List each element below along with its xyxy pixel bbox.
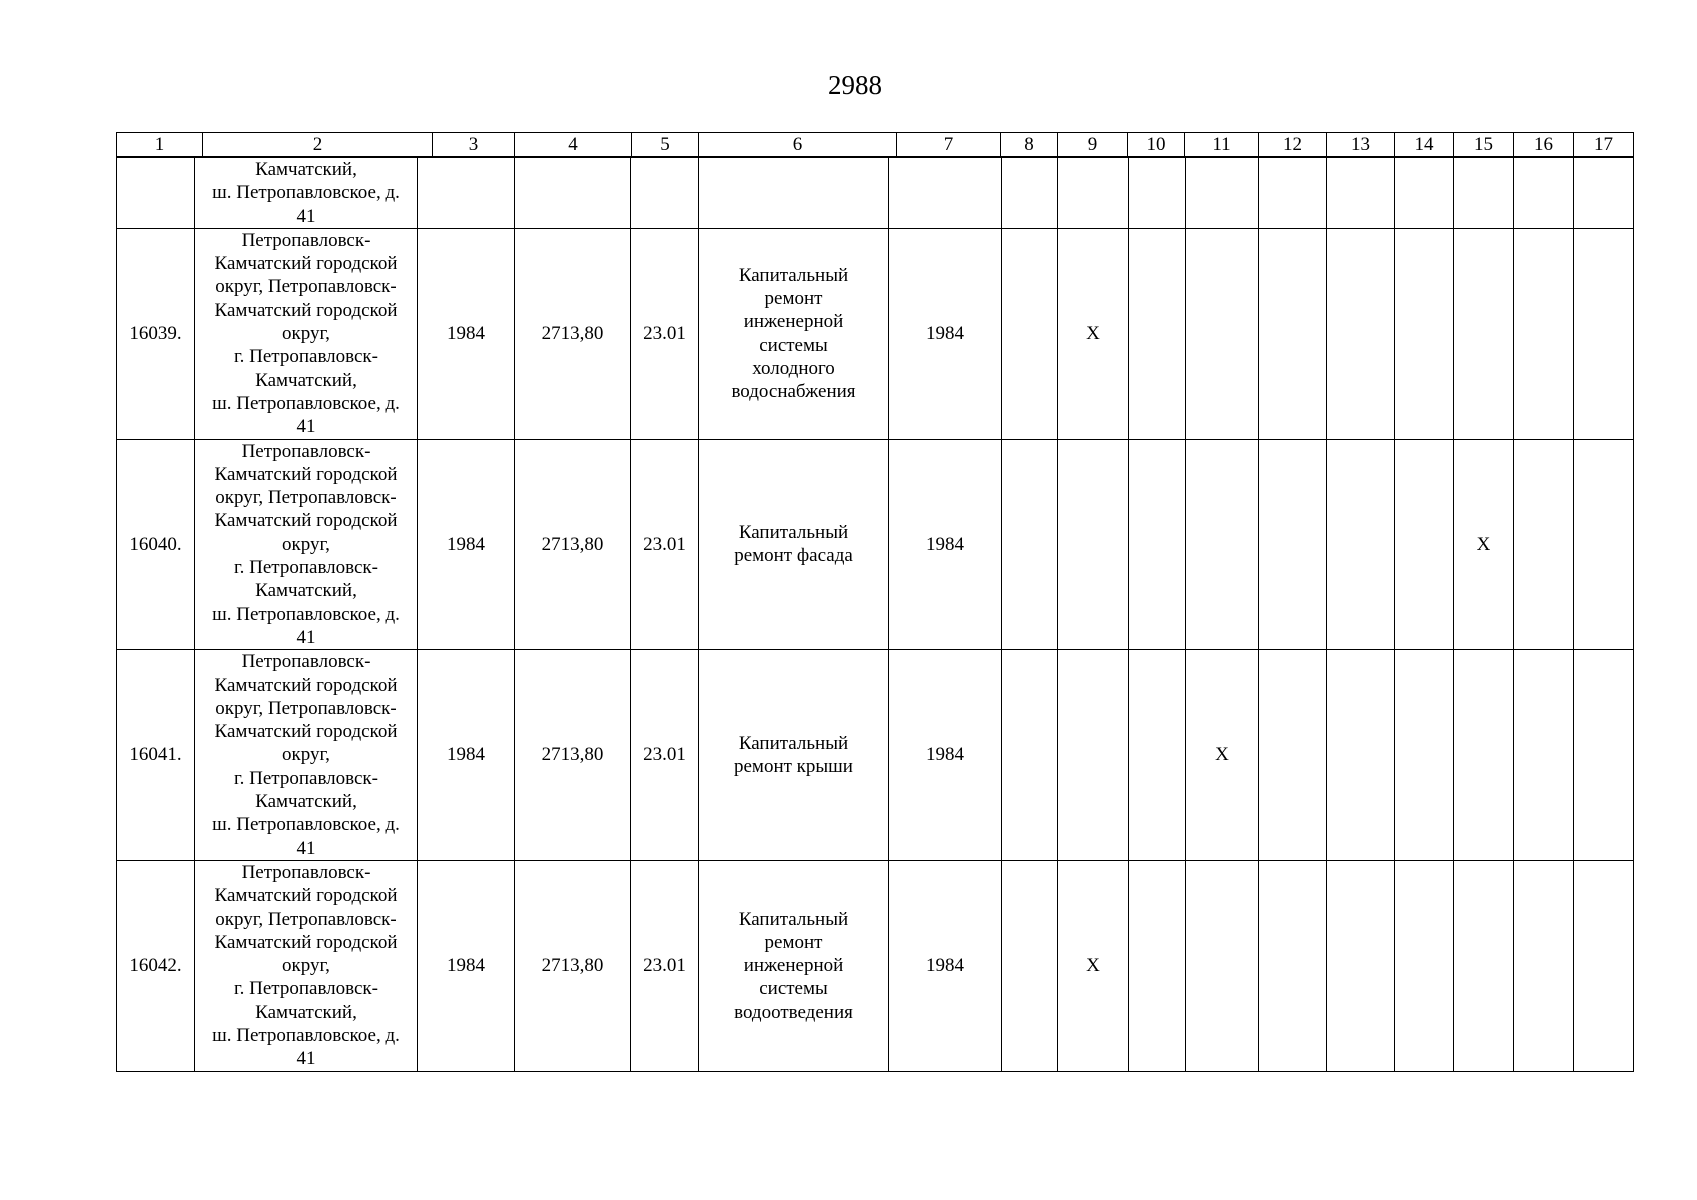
cell-col15: [1454, 158, 1514, 229]
cell-year: [889, 860, 1002, 1071]
cell-num-text: 16042.: [129, 955, 182, 977]
cell-col15: [1454, 650, 1514, 861]
cell-code-text: 23.01: [643, 955, 686, 977]
cell-col8: [1002, 228, 1058, 439]
cell-code: [631, 650, 699, 861]
cell-num: [117, 158, 195, 229]
cell-col10: [1129, 228, 1186, 439]
header-col-4: 4: [515, 133, 632, 157]
cell-num: [117, 228, 195, 439]
cell-area-text: 2713,80: [541, 533, 604, 555]
cell-col16: [1514, 650, 1574, 861]
cell-col10: [1129, 650, 1186, 861]
cell-year-built-text: 1984: [447, 323, 485, 345]
cell-col14: [1395, 228, 1454, 439]
header-col-6: 6: [699, 133, 897, 157]
header-col-17: 17: [1574, 133, 1634, 157]
cell-col13: [1327, 439, 1395, 650]
cell-num: [117, 439, 195, 650]
cell-year: [889, 650, 1002, 861]
cell-col12: [1259, 650, 1327, 861]
header-col-9: 9: [1058, 133, 1128, 157]
cell-area-text: 2713,80: [541, 323, 604, 345]
cell-address: [195, 650, 418, 861]
cell-year: [889, 439, 1002, 650]
cell-col17: [1574, 228, 1634, 439]
cell-area-text: 2713,80: [541, 744, 604, 766]
header-col-7: 7: [897, 133, 1001, 157]
cell-col11: [1186, 650, 1259, 861]
header-col-8: 8: [1001, 133, 1058, 157]
cell-col17: [1574, 650, 1634, 861]
address-text: Камчатский, ш. Петропавловское, д. 41: [212, 159, 400, 227]
cell-address: [195, 158, 418, 229]
cell-col13: [1327, 860, 1395, 1071]
cell-year-built-text: 1984: [447, 533, 485, 555]
cell-col16: [1514, 158, 1574, 229]
cell-col9: [1058, 158, 1129, 229]
cell-col17: [1574, 860, 1634, 1071]
cell-col7: [889, 158, 1002, 229]
cell-year-built: [418, 439, 515, 650]
header-col-10: 10: [1128, 133, 1185, 157]
table-row: [117, 650, 1634, 861]
header-col-15: 15: [1454, 133, 1514, 157]
cell-work-type-text: Капитальный ремонт крыши: [734, 732, 853, 778]
cell-address: [195, 228, 418, 439]
cell-col15: [1454, 439, 1514, 650]
cell-col12: [1259, 439, 1327, 650]
cell-col8: [1002, 158, 1058, 229]
cell-col16: [1514, 228, 1574, 439]
cell-col9: [1058, 860, 1129, 1071]
header-col-5: 5: [632, 133, 699, 157]
table-row-continuation: [117, 158, 1634, 229]
cell-year: [889, 228, 1002, 439]
cell-year-built: [418, 860, 515, 1071]
page-number: 2988: [828, 70, 882, 100]
cell-col13: [1327, 228, 1395, 439]
cell-address: [195, 860, 418, 1071]
cell-address: [195, 439, 418, 650]
cell-col12: [1259, 860, 1327, 1071]
cell-col14: [1395, 860, 1454, 1071]
cell-col11: [1186, 860, 1259, 1071]
table-row: [117, 228, 1634, 439]
cell-col12: [1259, 228, 1327, 439]
header-col-3: 3: [433, 133, 515, 157]
mark-x: X: [1086, 955, 1100, 977]
cell-code-text: 23.01: [643, 323, 686, 345]
cell-col10: [1129, 158, 1186, 229]
cell-year-built-text: 1984: [447, 955, 485, 977]
header-col-2: 2: [203, 133, 433, 157]
cell-col14: [1395, 439, 1454, 650]
cell-col16: [1514, 439, 1574, 650]
cell-work-type-text: Капитальный ремонт инженерной системы водоотведения: [734, 908, 853, 1023]
cell-col15: [1454, 860, 1514, 1071]
cell-area-text: 2713,80: [541, 955, 604, 977]
cell-col8: [1002, 439, 1058, 650]
cell-col9: [1058, 228, 1129, 439]
cell-year-built-text: 1984: [447, 744, 485, 766]
cell-year-text: 1984: [926, 744, 964, 766]
cell-col11: [1186, 439, 1259, 650]
cell-num: [117, 650, 195, 861]
cell-work-type: [699, 439, 889, 650]
cell-col12: [1259, 158, 1327, 229]
cell-col17: [1574, 158, 1634, 229]
cell-col17: [1574, 439, 1634, 650]
header-col-14: 14: [1395, 133, 1454, 157]
cell-num: [117, 860, 195, 1071]
cell-area: [515, 860, 631, 1071]
cell-code-text: 23.01: [643, 533, 686, 555]
cell-col11: [1186, 158, 1259, 229]
cell-year-text: 1984: [926, 955, 964, 977]
table-row: [117, 860, 1634, 1071]
cell-address-text: Петропавловск- Камчатский городской округ, Петропавловск- Камчатский городской округ, г. Петропавловск- Камчатский, ш. Петропавловское, д. 41: [212, 440, 400, 648]
cell-code-text: 23.01: [643, 744, 686, 766]
cell-address-text: Петропавловск- Камчатский городской округ, Петропавловск- Камчатский городской округ, г. Петропавловск- Камчатский, ш. Петропавловское, д. 41: [212, 861, 400, 1070]
cell-work-type: [699, 228, 889, 439]
header-col-13: 13: [1327, 133, 1395, 157]
cell-work-type: [699, 650, 889, 861]
cell-col8: [1002, 650, 1058, 861]
cell-year-built: [418, 228, 515, 439]
cell-code: [631, 228, 699, 439]
cell-num-text: 16041.: [129, 744, 182, 766]
cell-col6: [699, 158, 889, 229]
cell-col3: [418, 158, 515, 229]
cell-year-text: 1984: [926, 323, 964, 345]
cell-col14: [1395, 650, 1454, 861]
cell-col15: [1454, 228, 1514, 439]
mark-x: X: [1476, 533, 1491, 555]
cell-col9: [1058, 650, 1129, 861]
cell-address-text: Петропавловск- Камчатский городской округ, Петропавловск- Камчатский городской округ, г. Петропавловск- Камчатский, ш. Петропавловское, д. 41: [212, 229, 400, 438]
cell-col14: [1395, 158, 1454, 229]
cell-col10: [1129, 860, 1186, 1071]
repair-schedule-table: [116, 157, 1634, 1072]
cell-area: [515, 650, 631, 861]
cell-col4: [515, 158, 631, 229]
cell-col8: [1002, 860, 1058, 1071]
cell-col5: [631, 158, 699, 229]
cell-year-text: 1984: [926, 533, 964, 555]
cell-area: [515, 439, 631, 650]
mark-x: X: [1086, 323, 1100, 345]
cell-num-text: 16039.: [129, 323, 182, 345]
mark-x: X: [1215, 744, 1229, 766]
cell-code: [631, 439, 699, 650]
header-col-16: 16: [1514, 133, 1574, 157]
header-col-11: 11: [1185, 133, 1259, 157]
cell-code: [631, 860, 699, 1071]
cell-col9: [1058, 439, 1129, 650]
cell-work-type: [699, 860, 889, 1071]
cell-col13: [1327, 650, 1395, 861]
cell-col10: [1129, 439, 1186, 650]
header-row: [117, 133, 1634, 157]
cell-col11: [1186, 228, 1259, 439]
cell-col13: [1327, 158, 1395, 229]
cell-work-type-text: Капитальный ремонт фасада: [734, 522, 853, 567]
cell-year-built: [418, 650, 515, 861]
header-col-1: 1: [117, 133, 203, 157]
cell-col16: [1514, 860, 1574, 1071]
column-number-header: [116, 132, 1634, 157]
cell-work-type-text: Капитальный ремонт инженерной системы холодного водоснабжения: [731, 264, 856, 403]
header-col-12: 12: [1259, 133, 1327, 157]
table-row: [117, 439, 1634, 650]
cell-num-text: 16040.: [129, 533, 182, 555]
cell-address-text: Петропавловск- Камчатский городской округ, Петропавловск- Камчатский городской округ, г. Петропавловск- Камчатский, ш. Петропавловское, д. 41: [212, 651, 400, 859]
cell-area: [515, 228, 631, 439]
